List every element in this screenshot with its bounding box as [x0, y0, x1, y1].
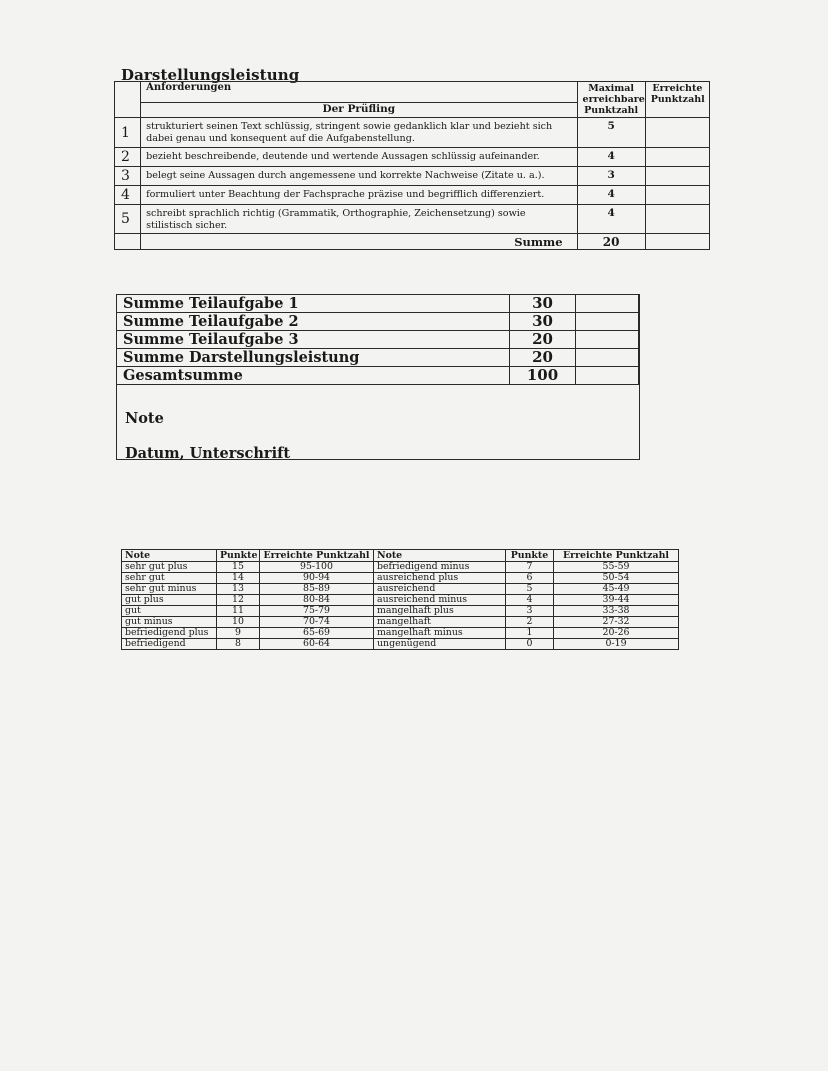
criterion-text: strukturiert seinen Text schlüssig, stringent sowie gedanklich klar und bezieht sich dabei genau und konsequent auf die Aufgabenstellung.	[141, 118, 577, 148]
grade-label: ausreichend	[374, 584, 506, 595]
summary-row	[117, 331, 639, 349]
grade-points: 2	[506, 617, 554, 628]
grade-range: 20-26	[554, 628, 679, 639]
grade-row	[122, 584, 679, 595]
grade-label: mangelhaft plus	[374, 606, 506, 617]
grade-label: befriedigend minus	[374, 562, 506, 573]
grade-label: mangelhaft	[374, 617, 506, 628]
grade-label: gut plus	[122, 595, 217, 606]
grade-label: ausreichend plus	[374, 573, 506, 584]
grade-label: ausreichend minus	[374, 595, 506, 606]
grade-range: 50-54	[554, 573, 679, 584]
section-title: Darstellungsleistung	[121, 66, 300, 84]
grade-label: befriedigend	[122, 639, 217, 650]
header-punkte: Punkte	[217, 550, 260, 562]
grade-range: 27-32	[554, 617, 679, 628]
grade-points: 8	[217, 639, 260, 650]
blank-cell	[115, 234, 141, 250]
header-erreicht: Erreichte Punktzahl	[260, 550, 374, 562]
header-note: Note	[374, 550, 506, 562]
grade-points: 9	[217, 628, 260, 639]
achieved-points-cell	[645, 186, 709, 205]
grade-points: 14	[217, 573, 260, 584]
sum-label: Summe	[141, 234, 577, 250]
sum-row	[115, 234, 710, 250]
grade-points: 1	[506, 628, 554, 639]
summary-achieved-cell	[576, 331, 639, 349]
row-number: 5	[115, 205, 141, 234]
achieved-sum-cell	[645, 234, 709, 250]
criterion-row	[115, 205, 710, 234]
darstellung-table	[114, 81, 710, 250]
criterion-row	[115, 186, 710, 205]
grade-points: 6	[506, 573, 554, 584]
header-note: Note	[122, 550, 217, 562]
grade-row	[122, 573, 679, 584]
grade-label: gut	[122, 606, 217, 617]
grade-label: sehr gut	[122, 573, 217, 584]
grade-row	[122, 628, 679, 639]
grade-scale-table	[121, 549, 679, 650]
grade-header-row	[122, 550, 679, 562]
max-points: 3	[577, 167, 645, 186]
achieved-points-cell	[645, 118, 709, 148]
summary-label: Summe Teilaufgabe 1	[117, 295, 510, 313]
summary-label: Summe Darstellungsleistung	[117, 349, 510, 367]
criterion-text: bezieht beschreibende, deutende und wertende Aussagen schlüssig aufeinander.	[141, 148, 577, 167]
header-achieved-points: Erreichte Punktzahl	[645, 82, 709, 118]
grade-points: 12	[217, 595, 260, 606]
max-points: 5	[577, 118, 645, 148]
grade-label: befriedigend plus	[122, 628, 217, 639]
grade-label: mangelhaft minus	[374, 628, 506, 639]
summary-max: 100	[510, 367, 576, 385]
summary-max: 30	[510, 313, 576, 331]
sum-value: 20	[577, 234, 645, 250]
signature-label: Datum, Unterschrift	[125, 445, 291, 462]
header-anforderungen: Anforderungen	[141, 82, 577, 103]
header-punkte: Punkte	[506, 550, 554, 562]
blank-cell	[115, 82, 141, 118]
header-pruefling: Der Prüfling	[141, 103, 577, 118]
summary-label: Summe Teilaufgabe 2	[117, 313, 510, 331]
criterion-text: formuliert unter Beachtung der Fachsprache präzise und begrifflich differenziert.	[141, 186, 577, 205]
grade-points: 3	[506, 606, 554, 617]
grade-range: 55-59	[554, 562, 679, 573]
summary-label: Summe Teilaufgabe 3	[117, 331, 510, 349]
achieved-points-cell	[645, 148, 709, 167]
summary-label: Gesamtsumme	[117, 367, 510, 385]
criterion-row	[115, 167, 710, 186]
grade-label: sehr gut minus	[122, 584, 217, 595]
summary-row	[117, 367, 639, 385]
grade-range: 60-64	[260, 639, 374, 650]
grade-points: 5	[506, 584, 554, 595]
grade-range: 95-100	[260, 562, 374, 573]
summary-row	[117, 349, 639, 367]
grade-label: gut minus	[122, 617, 217, 628]
summary-row	[117, 295, 639, 313]
summary-achieved-cell	[576, 313, 639, 331]
grade-range: 80-84	[260, 595, 374, 606]
header-erreicht: Erreichte Punktzahl	[554, 550, 679, 562]
row-number: 2	[115, 148, 141, 167]
grade-range: 70-74	[260, 617, 374, 628]
grade-points: 10	[217, 617, 260, 628]
grade-range: 33-38	[554, 606, 679, 617]
grade-row	[122, 562, 679, 573]
criterion-row	[115, 118, 710, 148]
row-number: 4	[115, 186, 141, 205]
grade-row	[122, 639, 679, 650]
grade-row	[122, 595, 679, 606]
max-points: 4	[577, 148, 645, 167]
grade-range: 39-44	[554, 595, 679, 606]
grade-range: 0-19	[554, 639, 679, 650]
achieved-points-cell	[645, 205, 709, 234]
summary-achieved-cell	[576, 295, 639, 313]
row-number: 1	[115, 118, 141, 148]
achieved-points-cell	[645, 167, 709, 186]
grade-points: 13	[217, 584, 260, 595]
summary-achieved-cell	[576, 367, 639, 385]
grade-points: 11	[217, 606, 260, 617]
header-row	[115, 82, 710, 103]
criterion-text: schreibt sprachlich richtig (Grammatik, Orthographie, Zeichensetzung) sowie stilistisch sicher.	[141, 205, 577, 234]
grade-label: ungenügend	[374, 639, 506, 650]
summary-max: 20	[510, 349, 576, 367]
max-points: 4	[577, 186, 645, 205]
row-number: 3	[115, 167, 141, 186]
grade-range: 45-49	[554, 584, 679, 595]
note-label: Note	[125, 410, 164, 427]
summary-row	[117, 313, 639, 331]
summary-max: 30	[510, 295, 576, 313]
grade-row	[122, 606, 679, 617]
criterion-row	[115, 148, 710, 167]
grade-points: 15	[217, 562, 260, 573]
criterion-text: belegt seine Aussagen durch angemessene und korrekte Nachweise (Zitate u. a.).	[141, 167, 577, 186]
grade-range: 75-79	[260, 606, 374, 617]
summary-max: 20	[510, 331, 576, 349]
summary-achieved-cell	[576, 349, 639, 367]
grade-range: 65-69	[260, 628, 374, 639]
max-points: 4	[577, 205, 645, 234]
grade-row	[122, 617, 679, 628]
grade-points: 0	[506, 639, 554, 650]
summary-table	[116, 294, 639, 385]
grade-range: 90-94	[260, 573, 374, 584]
grade-range: 85-89	[260, 584, 374, 595]
grade-points: 7	[506, 562, 554, 573]
header-max-points: Maximal erreichbare Punktzahl	[577, 82, 645, 118]
grade-label: sehr gut plus	[122, 562, 217, 573]
grade-points: 4	[506, 595, 554, 606]
